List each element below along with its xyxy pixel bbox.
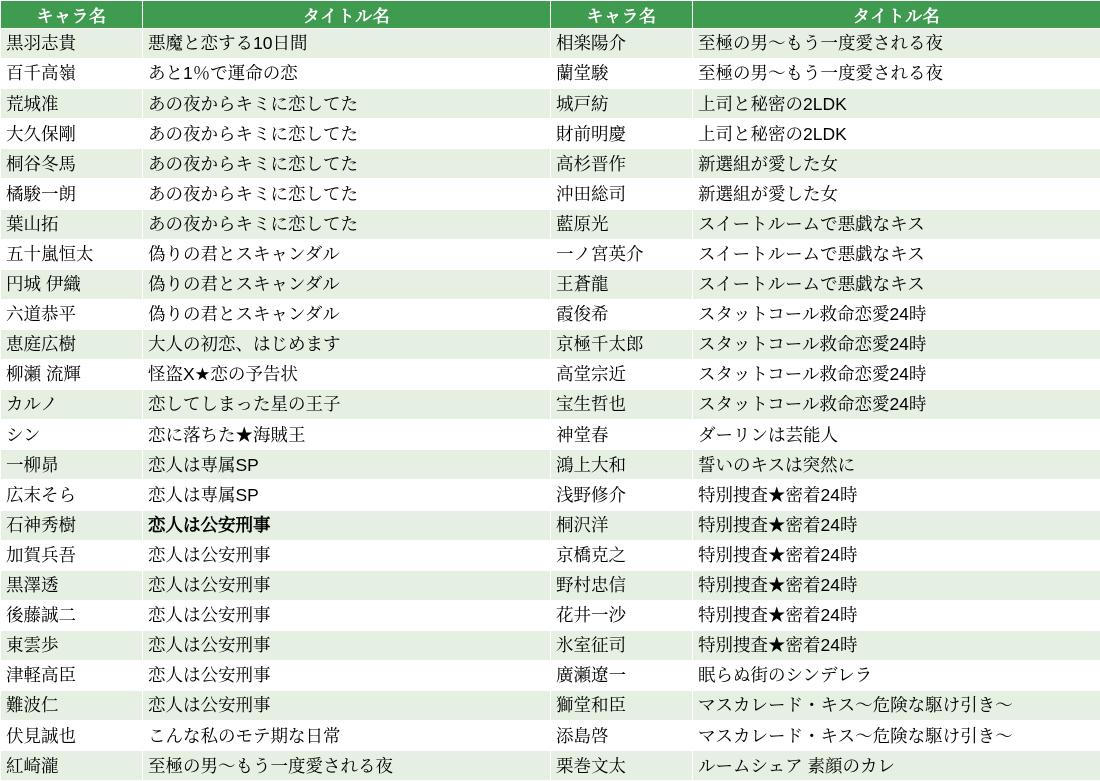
column-header-title-left: タイトル名 <box>143 1 551 29</box>
table-row <box>1 721 1100 751</box>
cell-character-right[interactable]: 京橋克之 <box>551 540 693 570</box>
cell-title-left[interactable]: 偽りの君とスキャンダル <box>143 299 551 329</box>
cell-title-right[interactable]: スタットコール救命恋愛24時 <box>693 390 1100 420</box>
cell-character-right[interactable]: 高堂宗近 <box>551 360 693 390</box>
table-row <box>1 209 1100 239</box>
cell-title-left[interactable]: 偽りの君とスキャンダル <box>143 239 551 269</box>
cell-character-right[interactable]: 高杉晋作 <box>551 149 693 179</box>
cell-title-right[interactable]: スタットコール救命恋愛24時 <box>693 360 1100 390</box>
cell-character-left[interactable]: 大久保剛 <box>1 119 143 149</box>
table-row <box>1 59 1100 89</box>
cell-title-left[interactable]: 至極の男〜もう一度愛される夜 <box>143 751 551 781</box>
cell-character-left[interactable]: カルノ <box>1 390 143 420</box>
table-row <box>1 179 1100 209</box>
cell-character-right[interactable]: 京極千太郎 <box>551 329 693 359</box>
table-row <box>1 329 1100 359</box>
cell-character-left[interactable]: 黒澤透 <box>1 570 143 600</box>
table-row <box>1 450 1100 480</box>
cell-title-left[interactable]: 怪盗X★恋の予告状 <box>143 360 551 390</box>
cell-title-left[interactable]: 恋人は公安刑事 <box>143 570 551 600</box>
cell-character-left[interactable]: 五十嵐恒太 <box>1 239 143 269</box>
cell-title-right[interactable]: 眠らぬ街のシンデレラ <box>693 660 1100 690</box>
cell-character-right[interactable]: 獅堂和臣 <box>551 691 693 721</box>
cell-title-right[interactable]: 上司と秘密の2LDK <box>693 89 1100 119</box>
cell-character-left[interactable]: 津軽高臣 <box>1 660 143 690</box>
column-header-character-right: キャラ名 <box>551 1 693 29</box>
cell-character-right[interactable]: 蘭堂駿 <box>551 59 693 89</box>
cell-character-left[interactable]: 桐谷冬馬 <box>1 149 143 179</box>
cell-character-right[interactable]: 城戸紡 <box>551 89 693 119</box>
cell-character-left[interactable]: 後藤誠二 <box>1 600 143 630</box>
cell-character-right[interactable]: 鴻上大和 <box>551 450 693 480</box>
cell-title-left[interactable]: あと1％で運命の恋 <box>143 59 551 89</box>
cell-title-left[interactable]: 恋してしまった星の王子 <box>143 390 551 420</box>
cell-character-left[interactable]: 紅崎瀧 <box>1 751 143 781</box>
table-header <box>1 1 1100 29</box>
table-row <box>1 691 1100 721</box>
table-row <box>1 510 1100 540</box>
cell-character-right[interactable]: 花井一沙 <box>551 600 693 630</box>
cell-character-right[interactable]: 桐沢洋 <box>551 510 693 540</box>
header-row <box>1 1 1100 29</box>
cell-title-left[interactable]: 偽りの君とスキャンダル <box>143 269 551 299</box>
cell-title-left[interactable]: あの夜からキミに恋してた <box>143 149 551 179</box>
cell-character-right[interactable]: 相楽陽介 <box>551 29 693 59</box>
cell-title-left[interactable]: 恋人は専属SP <box>143 450 551 480</box>
cell-title-left[interactable]: 恋人は公安刑事 <box>143 540 551 570</box>
cell-title-left[interactable]: あの夜からキミに恋してた <box>143 209 551 239</box>
cell-title-left[interactable]: 恋人は専属SP <box>143 480 551 510</box>
cell-title-left[interactable]: あの夜からキミに恋してた <box>143 179 551 209</box>
cell-character-left[interactable]: 百千高嶺 <box>1 59 143 89</box>
cell-character-left[interactable]: 円城 伊織 <box>1 269 143 299</box>
cell-title-right[interactable]: 新選組が愛した女 <box>693 149 1100 179</box>
cell-title-right[interactable]: 誓いのキスは突然に <box>693 450 1100 480</box>
table-row <box>1 600 1100 630</box>
cell-title-right[interactable]: ダーリンは芸能人 <box>693 420 1100 450</box>
cell-title-left[interactable]: 恋人は公安刑事 <box>143 510 551 540</box>
cell-character-left[interactable]: 難波仁 <box>1 691 143 721</box>
cell-title-left[interactable]: こんな私のモテ期な日常 <box>143 721 551 751</box>
cell-character-right[interactable]: 宝生哲也 <box>551 390 693 420</box>
cell-character-left[interactable]: 恵庭広樹 <box>1 329 143 359</box>
cell-character-left[interactable]: 一柳昴 <box>1 450 143 480</box>
cell-title-right[interactable]: スタットコール救命恋愛24時 <box>693 299 1100 329</box>
cell-title-right[interactable]: 至極の男〜もう一度愛される夜 <box>693 29 1100 59</box>
cell-title-right[interactable]: スイートルームで悪戯なキス <box>693 269 1100 299</box>
table-row <box>1 540 1100 570</box>
cell-title-right[interactable]: ルームシェア 素顔のカレ <box>693 751 1100 781</box>
cell-title-right[interactable]: 至極の男〜もう一度愛される夜 <box>693 59 1100 89</box>
cell-character-right[interactable]: 一ノ宮英介 <box>551 239 693 269</box>
table-row <box>1 29 1100 59</box>
table-body <box>1 29 1100 781</box>
cell-character-left[interactable]: 伏見誠也 <box>1 721 143 751</box>
cell-character-left[interactable]: 柳瀬 流輝 <box>1 360 143 390</box>
cell-title-left[interactable]: 大人の初恋、はじめます <box>143 329 551 359</box>
cell-title-left[interactable]: 恋人は公安刑事 <box>143 600 551 630</box>
cell-character-left[interactable]: 黒羽志貴 <box>1 29 143 59</box>
column-header-character-left: キャラ名 <box>1 1 143 29</box>
table-row <box>1 299 1100 329</box>
cell-character-left[interactable]: 東雲歩 <box>1 630 143 660</box>
cell-title-right[interactable]: マスカレード・キス〜危険な駆け引き〜 <box>693 721 1100 751</box>
table-row <box>1 390 1100 420</box>
cell-character-right[interactable]: 王蒼龍 <box>551 269 693 299</box>
cell-character-left[interactable]: 荒城准 <box>1 89 143 119</box>
cell-character-right[interactable]: 神堂春 <box>551 420 693 450</box>
column-header-title-right: タイトル名 <box>693 1 1100 29</box>
cell-title-right[interactable]: スタットコール救命恋愛24時 <box>693 329 1100 359</box>
table-row <box>1 360 1100 390</box>
cell-character-right[interactable]: 廣瀬遼一 <box>551 660 693 690</box>
cell-title-left[interactable]: 恋人は公安刑事 <box>143 660 551 690</box>
cell-title-right[interactable]: 特別捜査★密着24時 <box>693 510 1100 540</box>
cell-title-right[interactable]: 特別捜査★密着24時 <box>693 570 1100 600</box>
table-row <box>1 570 1100 600</box>
table-row <box>1 269 1100 299</box>
table-row <box>1 630 1100 660</box>
table-row <box>1 149 1100 179</box>
table-row <box>1 480 1100 510</box>
cell-title-left[interactable]: 恋に落ちた★海賊王 <box>143 420 551 450</box>
cell-character-left[interactable]: 石神秀樹 <box>1 510 143 540</box>
cell-character-right[interactable]: 浅野修介 <box>551 480 693 510</box>
cell-character-left[interactable]: 加賀兵吾 <box>1 540 143 570</box>
cell-title-right[interactable]: スイートルームで悪戯なキス <box>693 209 1100 239</box>
table-row <box>1 89 1100 119</box>
cell-character-right[interactable]: 添島啓 <box>551 721 693 751</box>
cell-title-left[interactable]: 恋人は公安刑事 <box>143 630 551 660</box>
cell-character-left[interactable]: 葉山拓 <box>1 209 143 239</box>
cell-title-right[interactable]: マスカレード・キス〜危険な駆け引き〜 <box>693 691 1100 721</box>
cell-title-right[interactable]: 上司と秘密の2LDK <box>693 119 1100 149</box>
cell-character-left[interactable]: 広末そら <box>1 480 143 510</box>
cell-character-left[interactable]: 六道恭平 <box>1 299 143 329</box>
cell-title-left[interactable]: 恋人は公安刑事 <box>143 691 551 721</box>
cell-title-left[interactable]: あの夜からキミに恋してた <box>143 89 551 119</box>
table-row <box>1 239 1100 269</box>
cell-character-right[interactable]: 野村忠信 <box>551 570 693 600</box>
cell-character-right[interactable]: 藍原光 <box>551 209 693 239</box>
cell-character-right[interactable]: 霞俊希 <box>551 299 693 329</box>
cell-title-right[interactable]: スイートルームで悪戯なキス <box>693 239 1100 269</box>
cell-title-left[interactable]: 悪魔と恋する10日間 <box>143 29 551 59</box>
cell-character-right[interactable]: 栗巻文太 <box>551 751 693 781</box>
cell-title-right[interactable]: 特別捜査★密着24時 <box>693 630 1100 660</box>
cell-title-left[interactable]: あの夜からキミに恋してた <box>143 119 551 149</box>
cell-character-left[interactable]: シン <box>1 420 143 450</box>
cell-character-left[interactable]: 橘駿一朗 <box>1 179 143 209</box>
cell-character-right[interactable]: 財前明慶 <box>551 119 693 149</box>
cell-title-right[interactable]: 特別捜査★密着24時 <box>693 480 1100 510</box>
table-row <box>1 660 1100 690</box>
cell-character-right[interactable]: 氷室征司 <box>551 630 693 660</box>
table-row <box>1 420 1100 450</box>
cell-title-right[interactable]: 新選組が愛した女 <box>693 179 1100 209</box>
cell-title-right[interactable]: 特別捜査★密着24時 <box>693 540 1100 570</box>
cell-character-right[interactable]: 沖田総司 <box>551 179 693 209</box>
cell-title-right[interactable]: 特別捜査★密着24時 <box>693 600 1100 630</box>
table-row <box>1 119 1100 149</box>
